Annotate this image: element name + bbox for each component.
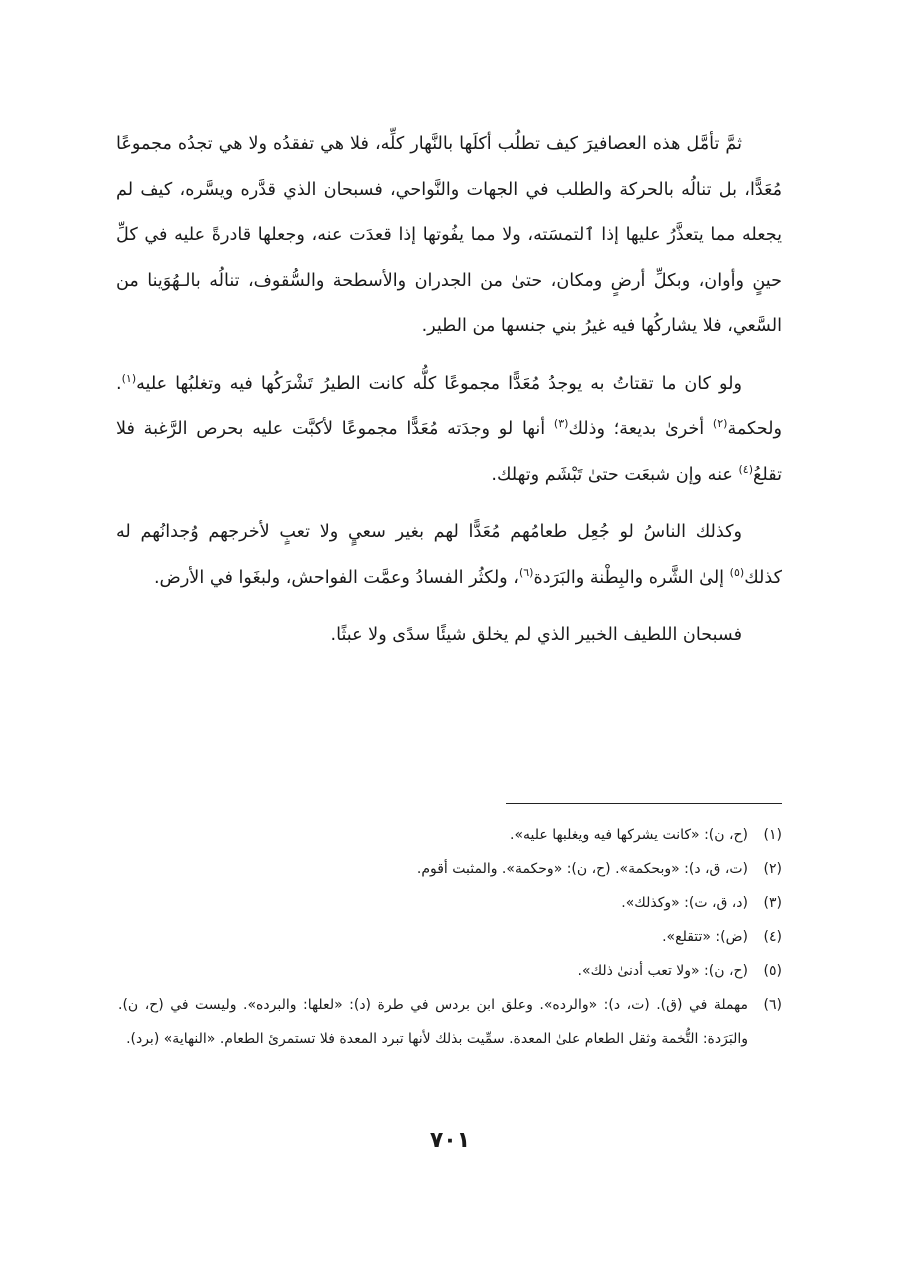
footnote-text: (د، ق، ت): «وكذلك». — [621, 895, 748, 911]
footnote-reference: (١) — [121, 371, 137, 385]
paragraph-text: إلىٰ الشَّره والبِطْنة والبَرَدة — [533, 567, 730, 588]
footnote-text: (ت، ق، د): «وبحكمة». (ح، ن): «وحكمة». والمثبت أقوم. — [416, 861, 748, 877]
footnote — [118, 954, 782, 988]
footnote-text: (ض): «تتقلع». — [662, 929, 748, 945]
body-paragraph — [116, 613, 782, 659]
footnote-text: (ح، ن): «كانت يشركها فيه ويغلبها عليه». — [510, 827, 748, 843]
body-paragraph — [116, 122, 782, 350]
paragraph-text: ، ولكثُر الفسادُ وعمَّت الفواحش، ولبغَوا في الأرض. — [153, 567, 519, 588]
footnote-reference: (٣) — [553, 417, 569, 431]
footnote-number: (٣) — [763, 895, 782, 911]
footnote-number: (٢) — [763, 861, 782, 877]
footnote-number: (٦) — [763, 997, 782, 1013]
footnote — [118, 852, 782, 886]
footnote-text: (ح، ن): «ولا تعب أدنىٰ ذلك». — [577, 963, 748, 979]
paragraph-text: ثمَّ تأمَّل هذه العصافيرَ كيف تطلُب أكلَها بالنَّهار كلِّه، فلا هي تفقدُه ولا هي تجدُه مجموعًا مُعَدًّا، بل تنالُه بالحركة والطلب في الجهات والنَّواحي، فسبحان الذي قدَّره ويسَّره، كيف لم يجعله مما يتعذَّرُ عليها إذا ٱلتمسَته، ولا مما يفُوتها إذا قعدَت عنه، وجعلها قادرةً عليه في كلِّ حينٍ وأوان، وبكلِّ أرضٍ ومكان، حتىٰ من الجدران والأسطحة والسُّقوف، تنالُه بالـهُوَينا من السَّعي، فلا يشاركُها فيه غيرُ بني جنسها من الطير. — [116, 134, 782, 336]
paragraph-text: أنها لو وجدَته مُعَدًّا مجموعًا لأكبَّت عليه بحرص الرَّغبة فلا تقلعُ — [116, 419, 782, 485]
footnote-number: (٥) — [763, 963, 782, 979]
paragraph-text: أخرىٰ بديعة؛ وذلك — [568, 419, 713, 439]
footnote — [118, 886, 782, 920]
paragraph-text: فسبحان اللطيف الخبير الذي لم يخلق شيئًا سدًى ولا عبثًا. — [330, 625, 742, 645]
footnote-reference: (٢) — [712, 417, 728, 431]
paragraph-text: عنه وإن شبعَت حتىٰ تَبْشَم وتهلك. — [491, 464, 739, 485]
footnote-number: (١) — [763, 827, 782, 843]
footnote-number: (٤) — [763, 929, 782, 945]
paragraph-text: ولو كان ما تقتاتُ به يوجدُ مُعَدًّا مجموعًا كلُّه كانت الطيرُ تَشْرَكُها فيه وتغلبُها عليه — [136, 373, 742, 394]
paragraph-text: وكذلك الناسُ لو جُعِل طعامُهم مُعَدًّا لهم بغير سعيٍ ولا تعبٍ لأخرجهم وُجدانُهم له كذلك — [116, 522, 782, 588]
main-text — [116, 122, 782, 659]
footnote-text: مهملة في (ق). (ت، د): «والرده». وعلق ابن بردس في طرة (د): «لعلها: والبرده». وليست في (ح، ن). والبَرَدة: التُّخمة وثقل الطعام علىٰ المعدة. سمِّيت بذلك لأنها تبرد المعدة فلا تستمرئ الطعام. «النهاية» (برد). — [118, 997, 748, 1047]
footnote — [118, 920, 782, 954]
footnote-reference: (٥) — [729, 565, 745, 579]
body-paragraph — [116, 510, 782, 601]
body-paragraph — [116, 362, 782, 499]
footnote-reference: (٤) — [738, 462, 753, 476]
footnote-separator — [506, 803, 782, 804]
page-number: ٧٠١ — [429, 1128, 471, 1153]
paragraph-text: . ولحكمة — [116, 373, 782, 439]
footnote — [118, 988, 782, 1056]
footnotes — [118, 818, 782, 1056]
footnote — [118, 818, 782, 852]
footnote-reference: (٦) — [518, 565, 534, 579]
